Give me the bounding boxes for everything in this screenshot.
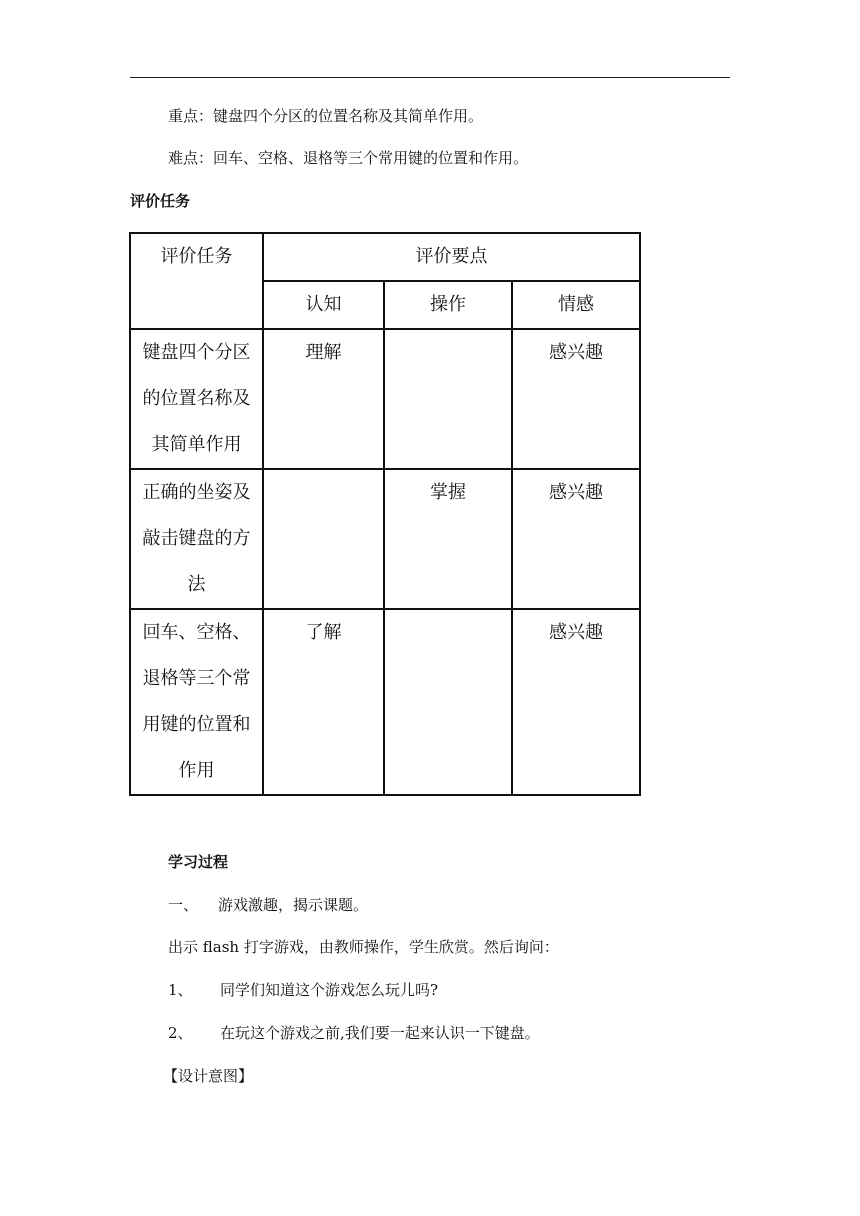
task-line: 正确的坐姿及 (142, 482, 251, 503)
table-row (130, 329, 640, 469)
question1-text: 同学们知道这个游戏怎么玩儿吗? (220, 981, 439, 999)
operation-cell (384, 609, 512, 795)
cognition-cell (263, 469, 384, 609)
table-row (130, 469, 640, 609)
design-intent-heading: 【设计意图】 (163, 1067, 254, 1085)
emotion-cell: 感兴趣 (512, 469, 640, 609)
subheader-operation: 操作 (384, 281, 512, 329)
section-heading-eval: 评价任务 (130, 192, 191, 210)
task-line: 键盘四个分区 (142, 342, 251, 363)
cognition-cell: 理解 (263, 329, 384, 469)
task-cell (130, 609, 263, 795)
table-row (130, 609, 640, 795)
item1-text: 游戏激趣，揭示课题。 (218, 896, 369, 914)
item1-number: 一、 (168, 896, 199, 914)
task-line: 退格等三个常 (142, 668, 251, 689)
task-cell (130, 329, 263, 469)
task-line: 的位置名称及 (142, 388, 251, 409)
key-point: 重点：键盘四个分区的位置名称及其简单作用。 (168, 107, 484, 125)
task-line: 法 (187, 574, 206, 595)
header-task-label: 评价任务 (160, 246, 233, 267)
question1-number: 1、 (168, 981, 193, 999)
question2-text: 在玩这个游戏之前,我们要一起来认识一下键盘。 (220, 1024, 540, 1042)
header-points-label: 评价要点 (415, 246, 488, 267)
task-cell (130, 469, 263, 609)
task-line: 敲击键盘的方 (142, 528, 251, 549)
header-task (130, 233, 263, 329)
difficult-point: 难点：回车、空格、退格等三个常用键的位置和作用。 (168, 149, 529, 167)
section-heading-process: 学习过程 (168, 853, 229, 871)
question2-number: 2、 (168, 1024, 193, 1042)
operation-cell: 掌握 (384, 469, 512, 609)
task-line: 回车、空格、 (142, 622, 251, 643)
evaluation-table (129, 232, 641, 796)
subheader-cognition: 认知 (263, 281, 384, 329)
subheader-emotion: 情感 (512, 281, 640, 329)
emotion-cell: 感兴趣 (512, 609, 640, 795)
operation-cell (384, 329, 512, 469)
cognition-cell: 了解 (263, 609, 384, 795)
header-points (263, 233, 640, 281)
header-rule (130, 77, 730, 78)
emotion-cell: 感兴趣 (512, 329, 640, 469)
task-line: 用键的位置和 (142, 714, 251, 735)
task-line: 其简单作用 (151, 434, 242, 455)
task-line: 作用 (178, 760, 215, 781)
intro-text: 出示 flash 打字游戏，由教师操作，学生欣赏。然后询问： (168, 938, 559, 956)
